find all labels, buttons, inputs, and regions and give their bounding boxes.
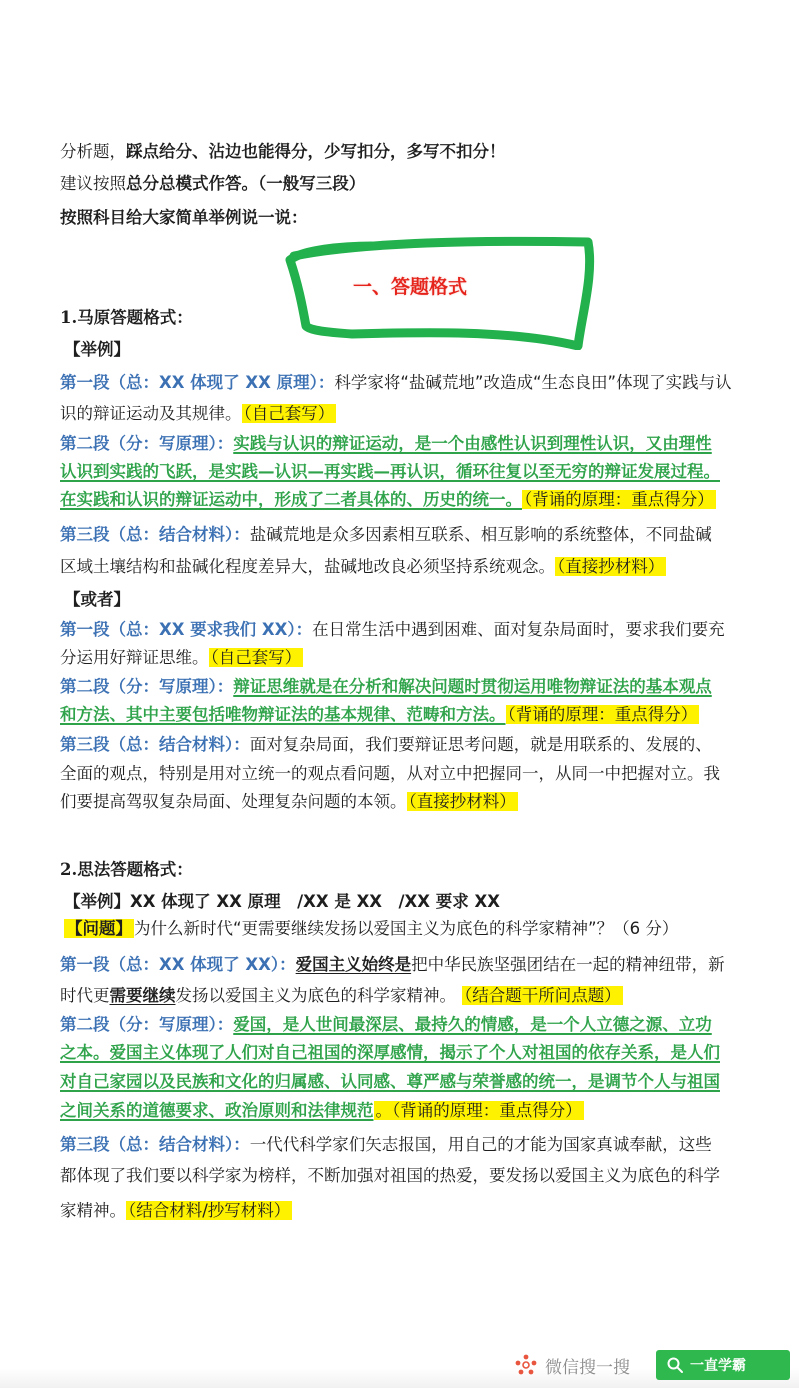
magnifier-icon — [666, 1356, 684, 1374]
paragraph-label: 第三段（总：结合材料）： — [60, 525, 250, 544]
principle-text: 和方法、其中主要包括唯物辩证法的基本规律、范畴和方法。 — [60, 705, 506, 724]
mayuan-q1-line-1 — [60, 618, 725, 642]
mayuan-p3-line-1 — [60, 523, 712, 547]
sifa-question — [64, 917, 678, 941]
intro-line-3: 按照科目给大家简单举例说一说： — [60, 208, 308, 227]
paragraph-text: 全面的观点，特别是用对立统一的观点看问题，从对立中把握同一，从同一中把握对立。我 — [60, 764, 720, 783]
paragraph-text: 分运用好辩证思维。 — [60, 648, 209, 667]
highlight-note: （直接抄材料） — [557, 557, 665, 576]
paragraph-label: 第二段（分：写原理）： — [60, 1015, 234, 1034]
principle-text: 在实践和认识的辩证运动中，形成了二者具体的、历史的统一。 — [60, 490, 522, 509]
mayuan-q3-line-3 — [60, 790, 518, 814]
intro-line-2 — [60, 172, 365, 196]
paragraph-label: 第二段（分：写原理）： — [60, 434, 234, 453]
section-title: 一、答题格式 — [353, 276, 468, 298]
mayuan-heading: 1.马原答题格式： — [60, 308, 193, 327]
sifa-heading: 2.思法答题格式： — [60, 860, 193, 879]
paragraph-label: 第三段（总：结合材料）： — [60, 1135, 250, 1154]
mayuan-p2-line-2 — [60, 460, 720, 484]
wechat-search-label: 微信搜一搜 — [545, 1357, 630, 1378]
principle-text: 之本。爱国主义体现了人们对自己祖国的深厚感情，揭示了个人对祖国的依存关系，是人们 — [60, 1043, 720, 1062]
sifa-p1-line-2 — [60, 984, 623, 1008]
highlight-note: （结合材料/抄写材料） — [128, 1201, 291, 1220]
paragraph-text: 一代代科学家们矢志报国，用自己的才能为国家真诚奉献，这些 — [249, 1135, 712, 1154]
mayuan-p2-line-3 — [60, 488, 716, 512]
sifa-p2-line-2 — [60, 1041, 720, 1065]
paragraph-text: 在日常生活中遇到困难、面对复杂局面时，要求我们要充 — [312, 620, 725, 639]
principle-text: 辩证思维就是在分析和解决问题时贯彻运用唯物辩证法的基本观点 — [233, 677, 712, 696]
sifa-p3-line-3 — [60, 1199, 292, 1223]
principle-text: 爱国，是人世间最深层、最持久的情感，是一个人立德之源、立功 — [233, 1015, 712, 1034]
or-tag: 【或者】 — [64, 590, 130, 609]
search-query-button[interactable] — [656, 1350, 790, 1380]
sifa-p3-line-1 — [60, 1133, 712, 1157]
highlight-note: （自己套写） — [243, 404, 335, 423]
example-tag: 【举例】 — [64, 340, 130, 359]
paragraph-text: 盐碱荒地是众多因素相互联系、相互影响的系统整体，不同盐碱 — [249, 525, 712, 544]
sifa-p2-line-1 — [60, 1013, 712, 1037]
paragraph-text: 时代更 — [60, 986, 110, 1005]
paragraph-text: 区域土壤结构和盐碱化程度差异大，盐碱地改良必须坚持系统观念。 — [60, 557, 555, 576]
mayuan-p1-line-2 — [60, 402, 336, 426]
mayuan-q2-line-1 — [60, 675, 712, 699]
sifa-p2-line-3 — [60, 1070, 720, 1094]
principle-text: 对自己家园以及民族和文化的归属感、认同感、尊严感与荣誉感的统一，是调节个人与祖国 — [60, 1072, 720, 1091]
paragraph-text: 发扬以爱国主义为底色的科学家精神。 — [175, 986, 456, 1005]
mayuan-p2-line-1 — [60, 432, 712, 456]
paragraph-text: 识的辩证运动及其规律。 — [60, 404, 242, 423]
paragraph-label: 第一段（总：XX 体现了 XX 原理）： — [60, 373, 335, 392]
sifa-p2-line-4 — [60, 1099, 584, 1123]
sifa-p1-line-1 — [60, 953, 725, 977]
emphasis-text: 爱国主义始终是 — [295, 955, 412, 974]
intro-emphasis: 总分总模式作答。（一般写三段） — [126, 174, 366, 193]
mayuan-p3-line-2 — [60, 555, 666, 579]
principle-text: 实践与认识的辩证运动，是一个由感性认识到理性认识，又由理性 — [233, 434, 712, 453]
question-tag: 【问题】 — [66, 919, 132, 938]
emphasis-text: 需要继续 — [109, 986, 176, 1005]
paragraph-label: 第一段（总：XX 要求我们 XX）： — [60, 620, 313, 639]
highlight-note: （背诵的原理：重点得分） — [524, 490, 714, 509]
paragraph-text: 把中华民族坚强团结在一起的精神纽带，新 — [411, 955, 725, 974]
principle-text: 之间关系的道德要求、政治原则和法律规范 — [60, 1101, 374, 1120]
highlight-note: （自己套写） — [210, 648, 302, 667]
highlight-note: （背诵的原理：重点得分） — [507, 705, 698, 724]
paragraph-text: 科学家将“盐碱荒地”改造成“生态良田”体现了实践与认 — [334, 373, 732, 392]
mayuan-q3-line-1 — [60, 733, 712, 757]
paragraph-text: 都体现了我们要以科学家为榜样，不断加强对祖国的热爱，要发扬以爱国主义为底色的科学 — [60, 1166, 720, 1185]
mayuan-q1-line-2 — [60, 646, 303, 670]
wechat-search-watermark — [513, 1348, 630, 1382]
paragraph-label: 第二段（分：写原理）： — [60, 677, 234, 696]
sifa-example-line: 【举例】XX 体现了 XX 原理 /XX 是 XX /XX 要求 XX — [64, 892, 500, 911]
sifa-p3-line-2 — [60, 1164, 720, 1188]
mayuan-p1-line-1 — [60, 371, 732, 395]
wechat-search-logo-icon — [513, 1352, 539, 1378]
intro-line-1 — [60, 140, 506, 164]
paragraph-text: 家精神。 — [60, 1201, 126, 1220]
mayuan-q3-line-2 — [60, 762, 720, 786]
question-text: 为什么新时代“更需要继续发扬以爱国主义为底色的科学家精神”？（6 分） — [134, 919, 679, 938]
intro-text: 分析题， — [60, 142, 126, 161]
paragraph-label: 第一段（总：XX 体现了 XX）： — [60, 955, 296, 974]
paragraph-text: 面对复杂局面，我们要辩证思考问题，就是用联系的、发展的、 — [249, 735, 712, 754]
mayuan-q2-line-2 — [60, 703, 699, 727]
highlight-note: （结合题干所问点题） — [464, 986, 621, 1005]
paragraph-label: 第三段（总：结合材料）： — [60, 735, 250, 754]
intro-emphasis: 踩点给分、沾边也能得分，少写扣分，多写不扣分！ — [126, 142, 506, 161]
intro-text: 建议按照 — [60, 174, 126, 193]
highlight-note: （直接抄材料） — [408, 792, 516, 811]
principle-text: 认识到实践的飞跃，是实践—认识—再实践—再认识，循环往复以至无穷的辩证发展过程。 — [60, 462, 720, 481]
paragraph-text: 们要提高驾驭复杂局面、处理复杂问题的本领。 — [60, 792, 407, 811]
search-query-text: 一直学霸 — [690, 1358, 746, 1374]
highlight-note: 。（背诵的原理：重点得分） — [375, 1101, 582, 1120]
